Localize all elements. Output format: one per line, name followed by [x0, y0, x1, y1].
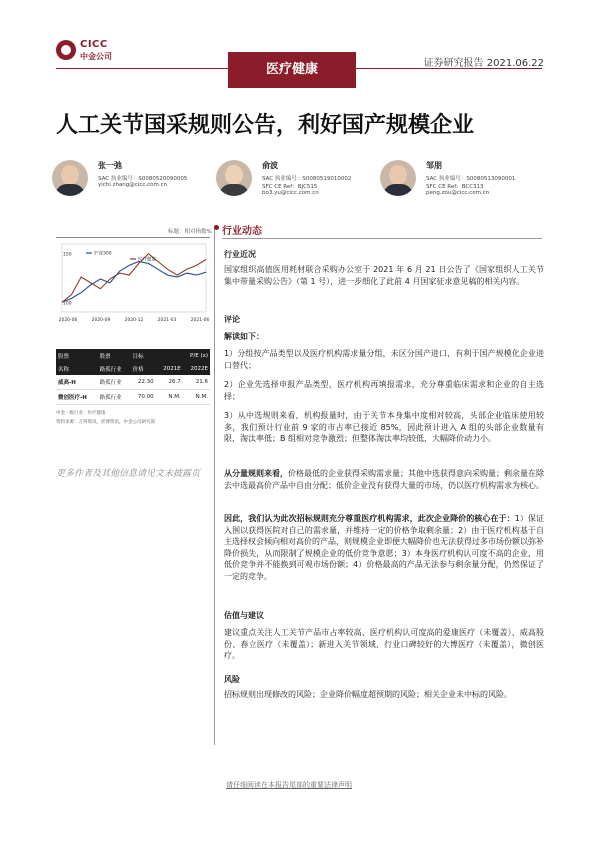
news-divider — [222, 238, 542, 239]
avatar — [216, 160, 252, 196]
table-header: P/E (x) — [156, 349, 210, 362]
author-sac: SAC 执业编号：S0080513090001 — [426, 176, 516, 182]
paragraph: 1）分组按产品类型以及医疗机构需求量分组，未区分国产进口，有利于国产规模化企业进口替代； — [224, 349, 544, 370]
table-source: 资料来源：万得资讯，彭博资讯，中金公司研究部 — [56, 420, 155, 425]
more-authors-note: 更多作者及其他信息请见文末披露页 — [56, 469, 201, 479]
author-sfc: SFC CE Ref：BJC515 — [262, 184, 318, 190]
logo-cn: 中金公司 — [80, 52, 112, 61]
author-email[interactable]: peng.zou@cicc.com.cn — [426, 190, 490, 196]
y-tick-label: 150 — [63, 252, 72, 258]
section-heading: 估值与建议 — [224, 611, 264, 620]
paragraph: 2）企业先选择申报产品类型，医疗机构再填报需求，充分尊重临床需求和企业的自主选择； — [224, 380, 544, 401]
table-subheader-row — [56, 362, 210, 375]
paragraph: 招标规则出现修改的风险；企业降价幅度超预期的风险；相关企业未中标的风险。 — [224, 690, 512, 699]
relative-index-chart — [56, 240, 210, 330]
table-cell: N.M. — [183, 390, 210, 405]
avatar — [380, 160, 416, 196]
table-cell: N.M. — [156, 390, 183, 405]
legend-label: 沪深300 — [94, 251, 112, 257]
table-header: 股票 — [98, 349, 131, 362]
column-divider — [214, 225, 215, 745]
legal-disclaimer-link[interactable]: 请仔细阅读在本报告尾部的重要法律声明 — [226, 781, 352, 789]
report-title: 人工关节国采规则公告，利好国产规模企业 — [56, 113, 475, 138]
section-heading: 行业近况 — [224, 250, 256, 259]
section-heading: 评论 — [224, 315, 240, 324]
logo-en: CICC — [80, 39, 108, 50]
bold-lead: 因此，我们认为此次招标规则充分尊重医疗机构需求，此次企业降价的核心在于： — [224, 514, 515, 523]
y-tick-label: 100 — [63, 301, 72, 307]
table-header: 价格 — [131, 362, 156, 375]
industry-news-header — [222, 222, 262, 237]
bullet-icon — [214, 225, 219, 230]
cicc-logo-icon — [56, 40, 76, 60]
table-cell: 26.7 — [156, 375, 183, 390]
table-header: 路孤行业 — [98, 362, 131, 375]
section-subheading: 解读如下： — [224, 332, 264, 341]
table-cell: 21.6 — [183, 375, 210, 390]
author-card — [380, 160, 550, 205]
paragraph-text: 1）保证入围以获得医院对自己的需求量，并维持一定的价格争取剩余量；2）由于医疗机构基于自主选择权会倾向相对高价的产品，则规模企业即便大幅降价也无法获得过多市场份额以弥补降价损失，从而限制了规模企业的低价竞争意愿；3）本身医疗机构认可度不高的企业，用低价竞争并不能换到可观市场份额；4）价格最高的产品无法参与剩余量分配，仍然保证了一定的竞争。 — [224, 514, 545, 581]
x-tick-label: 2021-03 — [157, 318, 177, 323]
table-cell: 威高-H — [56, 375, 98, 390]
table-header: 目标 — [131, 349, 156, 362]
left-divider — [56, 237, 210, 238]
table-note: 中金一级行业：医疗健康 — [56, 411, 106, 416]
author-sac: SAC 执业编号：S0080520090005 — [98, 176, 188, 182]
stock-table — [56, 349, 210, 405]
paragraph: 3）从中选规则来看，机构报量时，由于关节本身集中度相对较高，头部企业临床使用较多，我们预计行业前 9 家的市占率已接近 85%，因此预计进入 A 组的头部企业数量有限，淘汰率低；B 组相对竞争激烈；但整体淘汰率均较低，大幅降价动力小。 — [224, 411, 544, 444]
x-tick-label: 2021-06 — [190, 318, 210, 323]
section-badge: 医疗健康 — [228, 52, 356, 88]
table-cell: 路孤行业 — [98, 375, 131, 390]
author-name: 邹朋 — [426, 161, 442, 170]
author-email[interactable]: yichi.zhang@cicc.com.cn — [98, 182, 168, 188]
paragraph: 建议重点关注人工关节产品市占率较高、医疗机构认可度高的爱康医疗（未覆盖）、威高股份、春立医疗（未覆盖）；新进入关节领域、行业口碑较好的大博医疗（未覆盖），微创医疗。 — [224, 628, 544, 661]
paragraph — [224, 468, 544, 491]
table-header: 2022E — [183, 362, 210, 375]
table-cell: 路孤行业 — [98, 390, 131, 405]
paragraph-text: 价格最低的企业获得采购需求量；其他中选获得意向采购量；剩余量在除去中选最高价产品中自由分配；低价企业没有获得大量的市场，仍以医疗机构需求为核心。 — [224, 469, 544, 490]
series-line — [62, 262, 206, 303]
x-tick-label: 2020-06 — [58, 318, 78, 323]
report-type-date: 证券研究报告 2021.06.22 — [423, 58, 544, 69]
industry-news-label: 行业动态 — [222, 226, 262, 237]
table-header-row — [56, 349, 210, 362]
author-card — [52, 160, 222, 205]
avatar — [52, 160, 88, 196]
bold-lead: 从分量规则来看， — [224, 469, 288, 478]
author-name: 俞波 — [262, 161, 278, 170]
table-cell: 22.30 — [131, 375, 156, 390]
table-header: 股票 — [56, 349, 98, 362]
author-sac: SAC 执业编号：S0080519010002 — [262, 176, 352, 182]
x-tick-label: 2020-09 — [91, 318, 111, 323]
section-heading: 风险 — [224, 675, 240, 684]
paragraph: 国家组织高值医用耗材联合采购办公室于 2021 年 6 月 21 日公告了《国家组织人工关节集中带量采购公告》（第 1 号），进一步细化了此前 4 月国家征求意见稿的相关内容。 — [224, 265, 544, 286]
table-cell: 70.00 — [131, 390, 156, 405]
table-row — [56, 375, 210, 390]
author-email[interactable]: bo3.yu@cicc.com.cn — [262, 190, 319, 196]
cicc-logo — [56, 38, 126, 64]
chart-tag: 标题：相对指数% — [168, 229, 212, 235]
author-sfc: SFC CE Ref：BCC313 — [426, 184, 484, 190]
table-header: 2021E — [156, 362, 183, 375]
legend-label: 医疗健康 — [138, 257, 156, 263]
author-name: 张一弛 — [98, 161, 122, 170]
series-line — [62, 254, 206, 303]
table-header: 名称 — [56, 362, 98, 375]
author-card — [216, 160, 386, 205]
table-cell: 微创医疗-H — [56, 390, 98, 405]
x-tick-label: 2020-12 — [124, 318, 144, 323]
paragraph — [224, 513, 544, 583]
table-row — [56, 390, 210, 405]
